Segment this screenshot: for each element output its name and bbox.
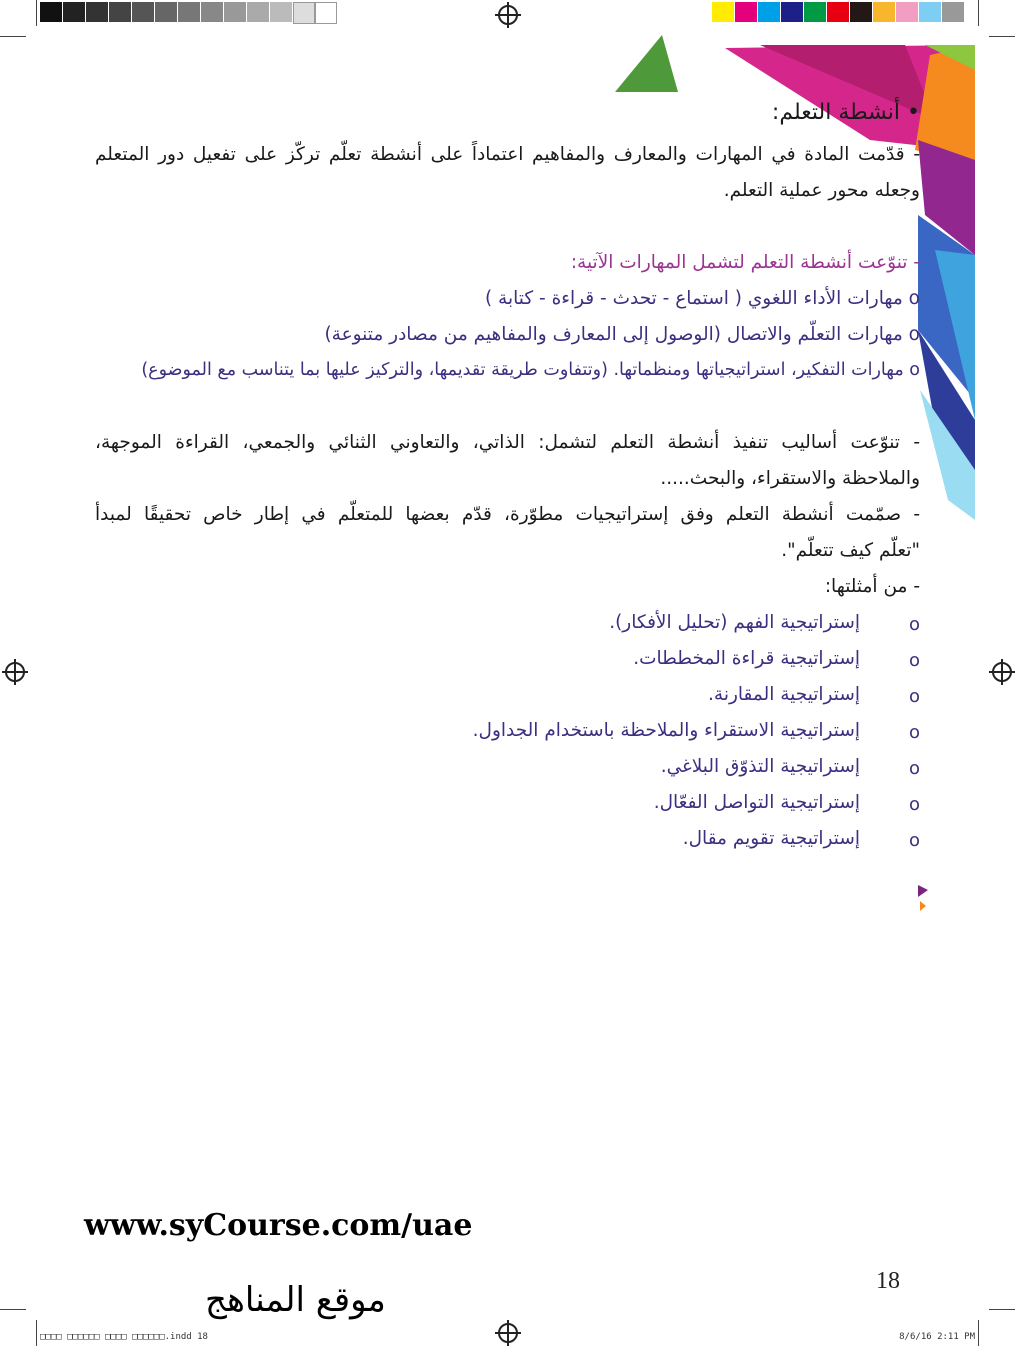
slug-file-info: □□□□ □□□□□□ □□□□ □□□□□□.indd 18 (40, 1332, 208, 1342)
section-heading: • أنشطة التعلم: (771, 100, 920, 125)
example-bullet: o (908, 650, 920, 671)
watermark-arabic: موقع المناهج (205, 1280, 386, 1320)
example-text: إستراتيجية قراءة المخططات. (633, 648, 860, 669)
design-line-1: - صمّمت أنشطة التعلم وفق إستراتيجيات مطوّرة، قدّم بعضها للمتعلّم في إطار خاص تحقيقًا لمبدأ (95, 504, 920, 525)
skill-bullet: o (908, 324, 920, 345)
example-bullet: o (908, 686, 920, 707)
small-purple-mark (918, 885, 928, 897)
example-text: إستراتيجية الاستقراء والملاحظة باستخدام الجداول. (472, 720, 860, 741)
watermark-url: www.syCourse.com/uae (84, 1208, 473, 1243)
skill-text: مهارات التعلّم والاتصال (الوصول إلى المعارف والمفاهيم من مصادر متنوعة) (324, 324, 903, 345)
page-number: 18 (876, 1268, 900, 1294)
methods-line-2: والملاحظة والاستقراء، والبحث..... (660, 468, 920, 489)
skill-item (485, 288, 920, 309)
skill-text: مهارات الأداء اللغوي ( استماع - تحدث - قراءة - كتابة ) (484, 288, 903, 309)
example-bullet: o (908, 830, 920, 851)
example-text: إستراتيجية تقويم مقال. (682, 828, 860, 849)
example-text: إستراتيجية التواصل الفعّال. (653, 792, 860, 813)
green-triangle (615, 35, 678, 92)
example-text: إستراتيجية التذوّق البلاغي. (660, 756, 860, 777)
skill-bullet: o (908, 288, 920, 309)
example-text: إستراتيجية الفهم (تحليل الأفكار). (609, 612, 860, 633)
skill-bullet: o (909, 360, 920, 380)
methods-line-1: - تنوّعت أساليب تنفيذ أنشطة التعلم لتشمل: الذاتي، والتعاوني الثنائي والجمعي، القراءة الموجهة، (95, 432, 920, 453)
example-bullet: o (908, 614, 920, 635)
example-bullet: o (908, 722, 920, 743)
example-bullet: o (908, 794, 920, 815)
skill-item (141, 360, 920, 380)
small-orange-mark (920, 901, 926, 911)
skill-item (324, 324, 920, 345)
example-bullet: o (908, 758, 920, 779)
intro-line-2: وجعله محور عملية التعلم. (723, 180, 920, 201)
intro-line-1: - قدّمت المادة في المهارات والمعارف والمفاهيم اعتماداً على أنشطة تعلّم تركّز على تفعيل دور المتعلم (95, 144, 920, 165)
slug-date-info: 8/6/16 2:11 PM (899, 1332, 975, 1342)
example-text: إستراتيجية المقارنة. (708, 684, 860, 705)
examples-heading: - من أمثلتها: (824, 576, 920, 597)
skills-heading: - تنوّعت أنشطة التعلم لتشمل المهارات الآتية: (570, 252, 920, 273)
design-line-2: "تعلّم كيف تتعلّم". (781, 540, 920, 561)
skill-text: مهارات التفكير، استراتيجياتها ومنظماتها. (وتتفاوت طريقة تقديمها، والتركيز عليها بما يتناسب مع الموضوع) (141, 360, 904, 380)
